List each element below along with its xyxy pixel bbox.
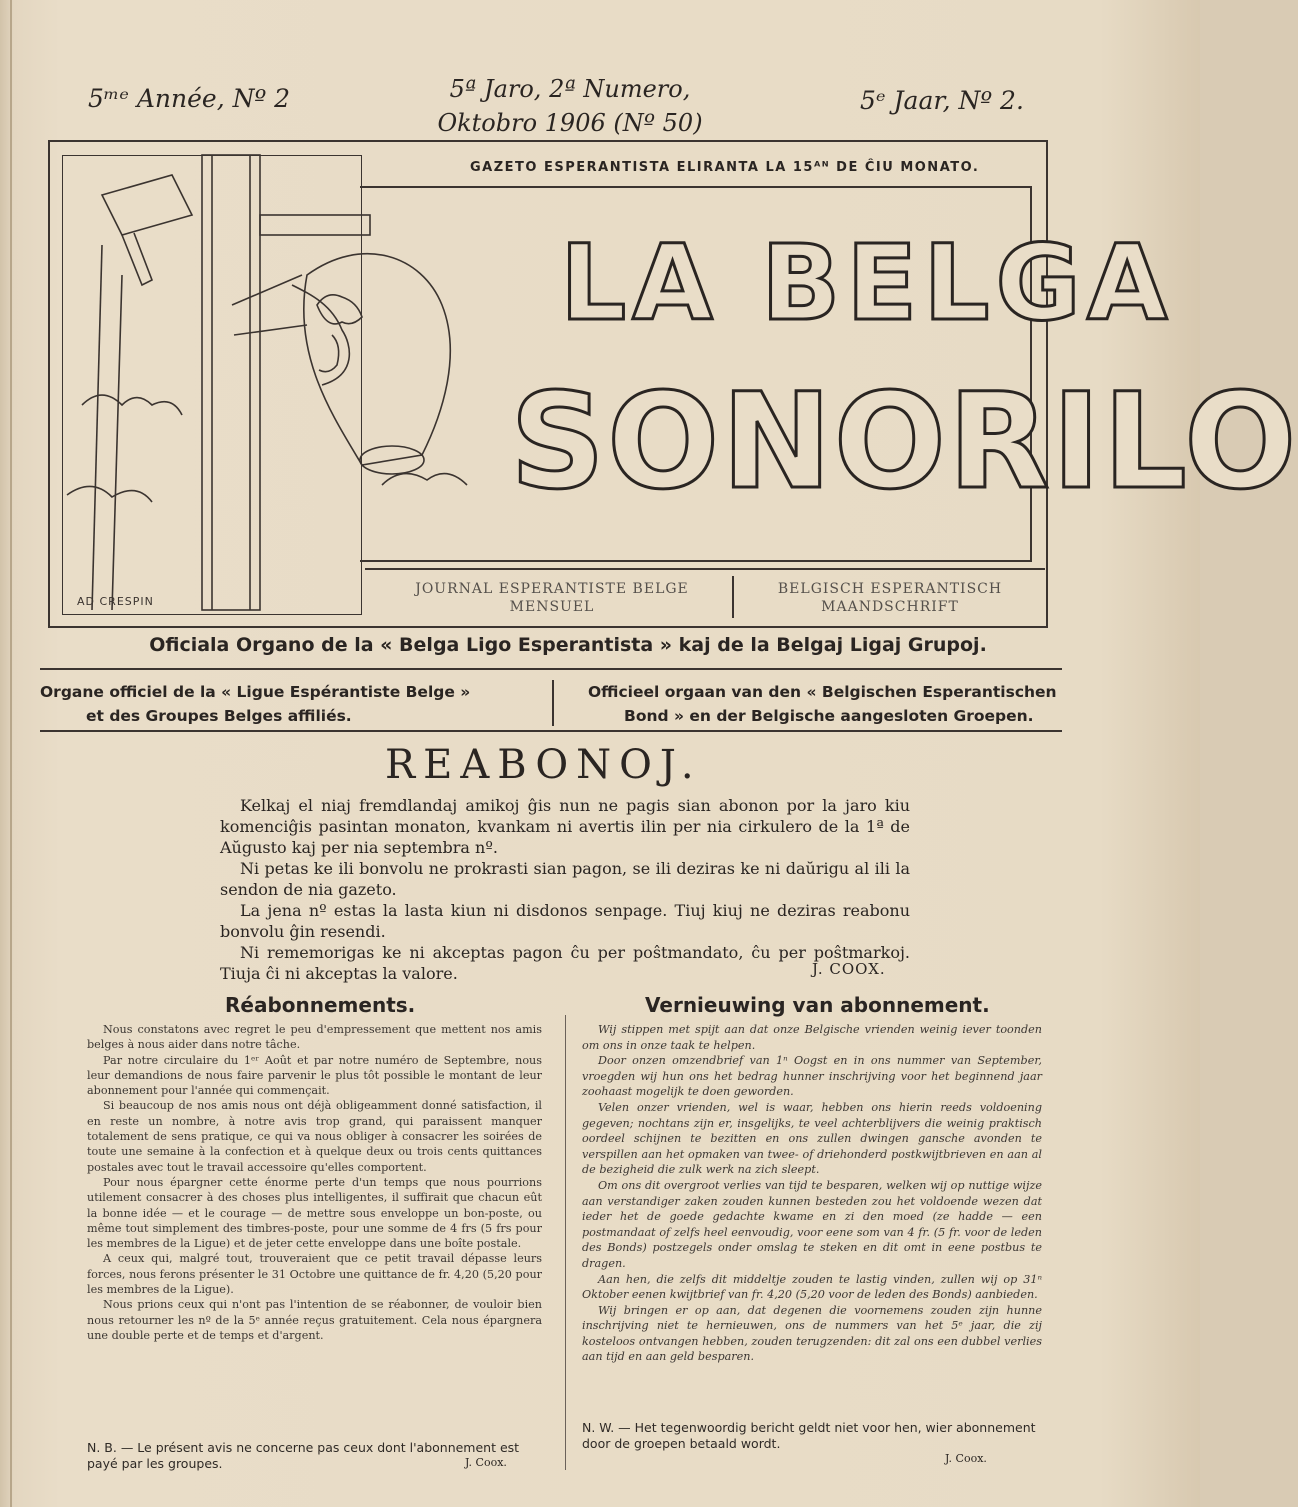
article-nl-paragraph: Aan hen, die zelfs dit middeltje zouden te lastig vinden, zullen wij op 31ⁿ Oktober eenen kwijtbrief van fr. 4,20 (5,20 voor de leden des Bonds) aanbieden. bbox=[582, 1272, 1042, 1302]
organ-nl bbox=[588, 680, 1068, 728]
article-fr-paragraph: Nous constatons avec regret le peu d'empressement que mettent nos amis belges à nous aider dans notre tâche. bbox=[87, 1023, 542, 1052]
article-fr-title: Réabonnements. bbox=[225, 993, 416, 1017]
organ-rule-bottom bbox=[40, 730, 1062, 732]
article-nl-paragraph: Om ons dit overgroot verlies van tijd te besparen, welken wij op nuttige wijze aan verstandiger zaken zouden kunnen besteden zou het voldoende wezen dat ieder het de goede gedachte kwame en zi den moed (ze hadde — een postmandaat of zelfs heel eenvoudig, voor eene som van 4 fr. (5 fr. voor de leden des Bonds) postzegels onder omslag te steken en dit omt in eene postbus te dragen. bbox=[582, 1178, 1042, 1270]
subtitle-fr bbox=[372, 580, 732, 616]
subtitle-nl-line1: BELGISCH ESPERANTISCH bbox=[777, 581, 1003, 597]
article-fr-signature: J. Coox. bbox=[465, 1456, 507, 1469]
article-nl-paragraph: Velen onzer vrienden, wel is waar, hebben ons hierin reeds voldoening gegeven; nochtans zijn er, insgelijks, te veel achterblijvers die weinig praktisch oordeel schijnen te bezitten en ons zullen dwingen gansche avonden te verspillen aan het opmaken van twee- of driehonderd postkwijtbrieven en aan al de bezigheid die zulk werk na zich sleept. bbox=[582, 1100, 1042, 1177]
article-eo-paragraph: La jena nº estas la lasta kiun ni disdonos senpage. Tiuj kiuj ne deziras reabonu bonvolu ĝin resendi. bbox=[220, 901, 910, 941]
article-nl-signature: J. Coox. bbox=[945, 1452, 987, 1465]
article-fr-paragraph: Pour nous épargner cette énorme perte d'un temps que nous pourrions utilement consacrer à des choses plus intelligentes, il suffirait que chacun eût la bonne idée — et le courage — de mettre sous enveloppe un bon-poste, ou même tout simplement des timbres-poste, pour une somme de 4 frs (5 frs pour les membres de la Ligue) et de jeter cette enveloppe dans une boîte postale. bbox=[87, 1175, 542, 1251]
organ-fr-line2: et des Groupes Belges affiliés. bbox=[86, 707, 352, 725]
organ-rule-top bbox=[40, 668, 1062, 670]
issue-fr: 5ᵐᵉ Année, Nº 2 bbox=[88, 84, 291, 113]
article-fr-body bbox=[87, 1022, 542, 1343]
article-fr-paragraph: Si beaucoup de nos amis nous ont déjà obligeamment donné satisfaction, il en reste un nombre, à notre avis trop grand, qui paraissent manquer totalement de sens pratique, ce qui va nous obliger à consacrer les soirées de toute une semaine à la confection et à quelque deux ou trois cents quittances postales avec tout le travail accessoire qu'elles comportent. bbox=[87, 1099, 542, 1174]
article-eo-paragraph: Kelkaj el niaj fremdlandaj amikoj ĝis nun ne pagis sian abonon por la jaro kiu komenciĝis pasintan monaton, kvankam ni avertis ilin per nia cirkulero de la 1ª de Aŭgusto kaj per nia septembra nº. bbox=[220, 796, 910, 857]
article-eo-paragraph: Ni rememorigas ke ni akceptas pagon ĉu per poŝtmandato, ĉu per poŝtmarkoj. Tiuja ĉi ni akceptas la valore. bbox=[220, 943, 910, 983]
organ-nl-line2: Bond » en der Belgische aangesloten Groepen. bbox=[624, 707, 1034, 725]
article-eo-title: REABONOJ. bbox=[385, 742, 702, 788]
organ-eo: Oficiala Organo de la « Belga Ligo Esperantista » kaj de la Belgaj Ligaj Grupoj. bbox=[149, 634, 987, 656]
issue-eo-line2: Oktobro 1906 (Nº 50) bbox=[437, 109, 703, 137]
organ-fr bbox=[40, 680, 540, 728]
article-nl-body bbox=[582, 1022, 1042, 1365]
article-fr-paragraph: Nous prions ceux qui n'ont pas l'intention de se réabonner, de vouloir bien nous retourner les nº de la 5ᵉ année reçus gratuitement. Cela nous épargnera une double perte et de temps et d'argent. bbox=[87, 1298, 542, 1342]
title-line1: LA BELGA bbox=[560, 222, 1174, 344]
subtitle-nl-line2: MAANDSCHRIFT bbox=[821, 599, 959, 615]
binding-edge bbox=[10, 0, 12, 1507]
subtitle-rule bbox=[365, 568, 1045, 570]
article-eo-body bbox=[220, 795, 910, 984]
article-nl-paragraph: Door onzen omzendbrief van 1ⁿ Oogst en in ons nummer van September, vroegden wij hun ons het bedrag hunner inschrijving voor het beginnend jaar zoohaast mogelijk te doen geworden. bbox=[582, 1054, 1042, 1099]
article-nl-title: Vernieuwing van abonnement. bbox=[645, 993, 990, 1017]
subtitle-fr-line1: JOURNAL ESPERANTISTE BELGE bbox=[415, 581, 689, 597]
article-fr-paragraph: Par notre circulaire du 1ᵉʳ Août et par notre numéro de Septembre, nous leur demandions de nous faire parvenir le plus tôt possible le montant de leur abonnement pour l'année qui commençait. bbox=[87, 1053, 542, 1098]
article-nl-paragraph: Wij stippen met spijt aan dat onze Belgische vrienden weinig iever toonden om ons in onze taak te helpen. bbox=[582, 1023, 1042, 1052]
article-nl-paragraph: Wij bringen er op aan, dat degenen die voornemens zouden zijn hunne inschrijving niet te hernieuwen, ons de nummers van het 5ᵉ jaar, die zij kosteloos ontvangen hebben, zouden terugzenden: dit zal ons een dubbel verlies aan tijd en aan geld besparen. bbox=[582, 1303, 1042, 1364]
article-nl-nb: N. W. — Het tegenwoordig bericht geldt niet voor hen, wier abonnement door de groepen betaald wordt. bbox=[582, 1420, 1036, 1451]
article-fr-nb: N. B. — Le présent avis ne concerne pas ceux dont l'abonnement est payé par les groupes. bbox=[87, 1440, 520, 1471]
masthead-tagline: GAZETO ESPERANTISTA ELIRANTA LA 15ᴬᴺ DE ĈIU MONATO. bbox=[470, 160, 980, 175]
subtitle-divider bbox=[732, 576, 734, 618]
artist-signature: AD CRESPIN bbox=[77, 595, 154, 608]
issue-nl: 5ᵉ Jaar, Nº 2. bbox=[860, 86, 1024, 115]
bell-illustration bbox=[62, 155, 542, 615]
article-eo-paragraph: Ni petas ke ili bonvolu ne prokrasti sian pagon, se ili deziras ke ni daŭrigu al ili la sendon de nia gazeto. bbox=[220, 859, 910, 899]
article-eo-signature: J. COOX. bbox=[812, 960, 886, 978]
subtitle-nl bbox=[740, 580, 1040, 616]
organ-fr-line1: Organe officiel de la « Ligue Espérantiste Belge » bbox=[40, 683, 471, 701]
subtitle-fr-line2: MENSUEL bbox=[509, 599, 595, 615]
title-line2: SONORILO bbox=[510, 365, 1298, 519]
issue-eo-line1: 5ª Jaro, 2ª Numero, bbox=[449, 75, 691, 103]
column-divider bbox=[565, 1015, 566, 1470]
article-fr-paragraph: A ceux qui, malgré tout, trouveraient que ce petit travail dépasse leurs forces, nous ferons présenter le 31 Octobre une quittance de fr. 4,20 (5,20 pour les membres de la Ligue). bbox=[87, 1252, 542, 1297]
organ-nl-line1: Officieel orgaan van den « Belgischen Esperantischen bbox=[588, 683, 1057, 701]
issue-eo bbox=[420, 72, 720, 140]
organ-divider bbox=[552, 680, 554, 726]
